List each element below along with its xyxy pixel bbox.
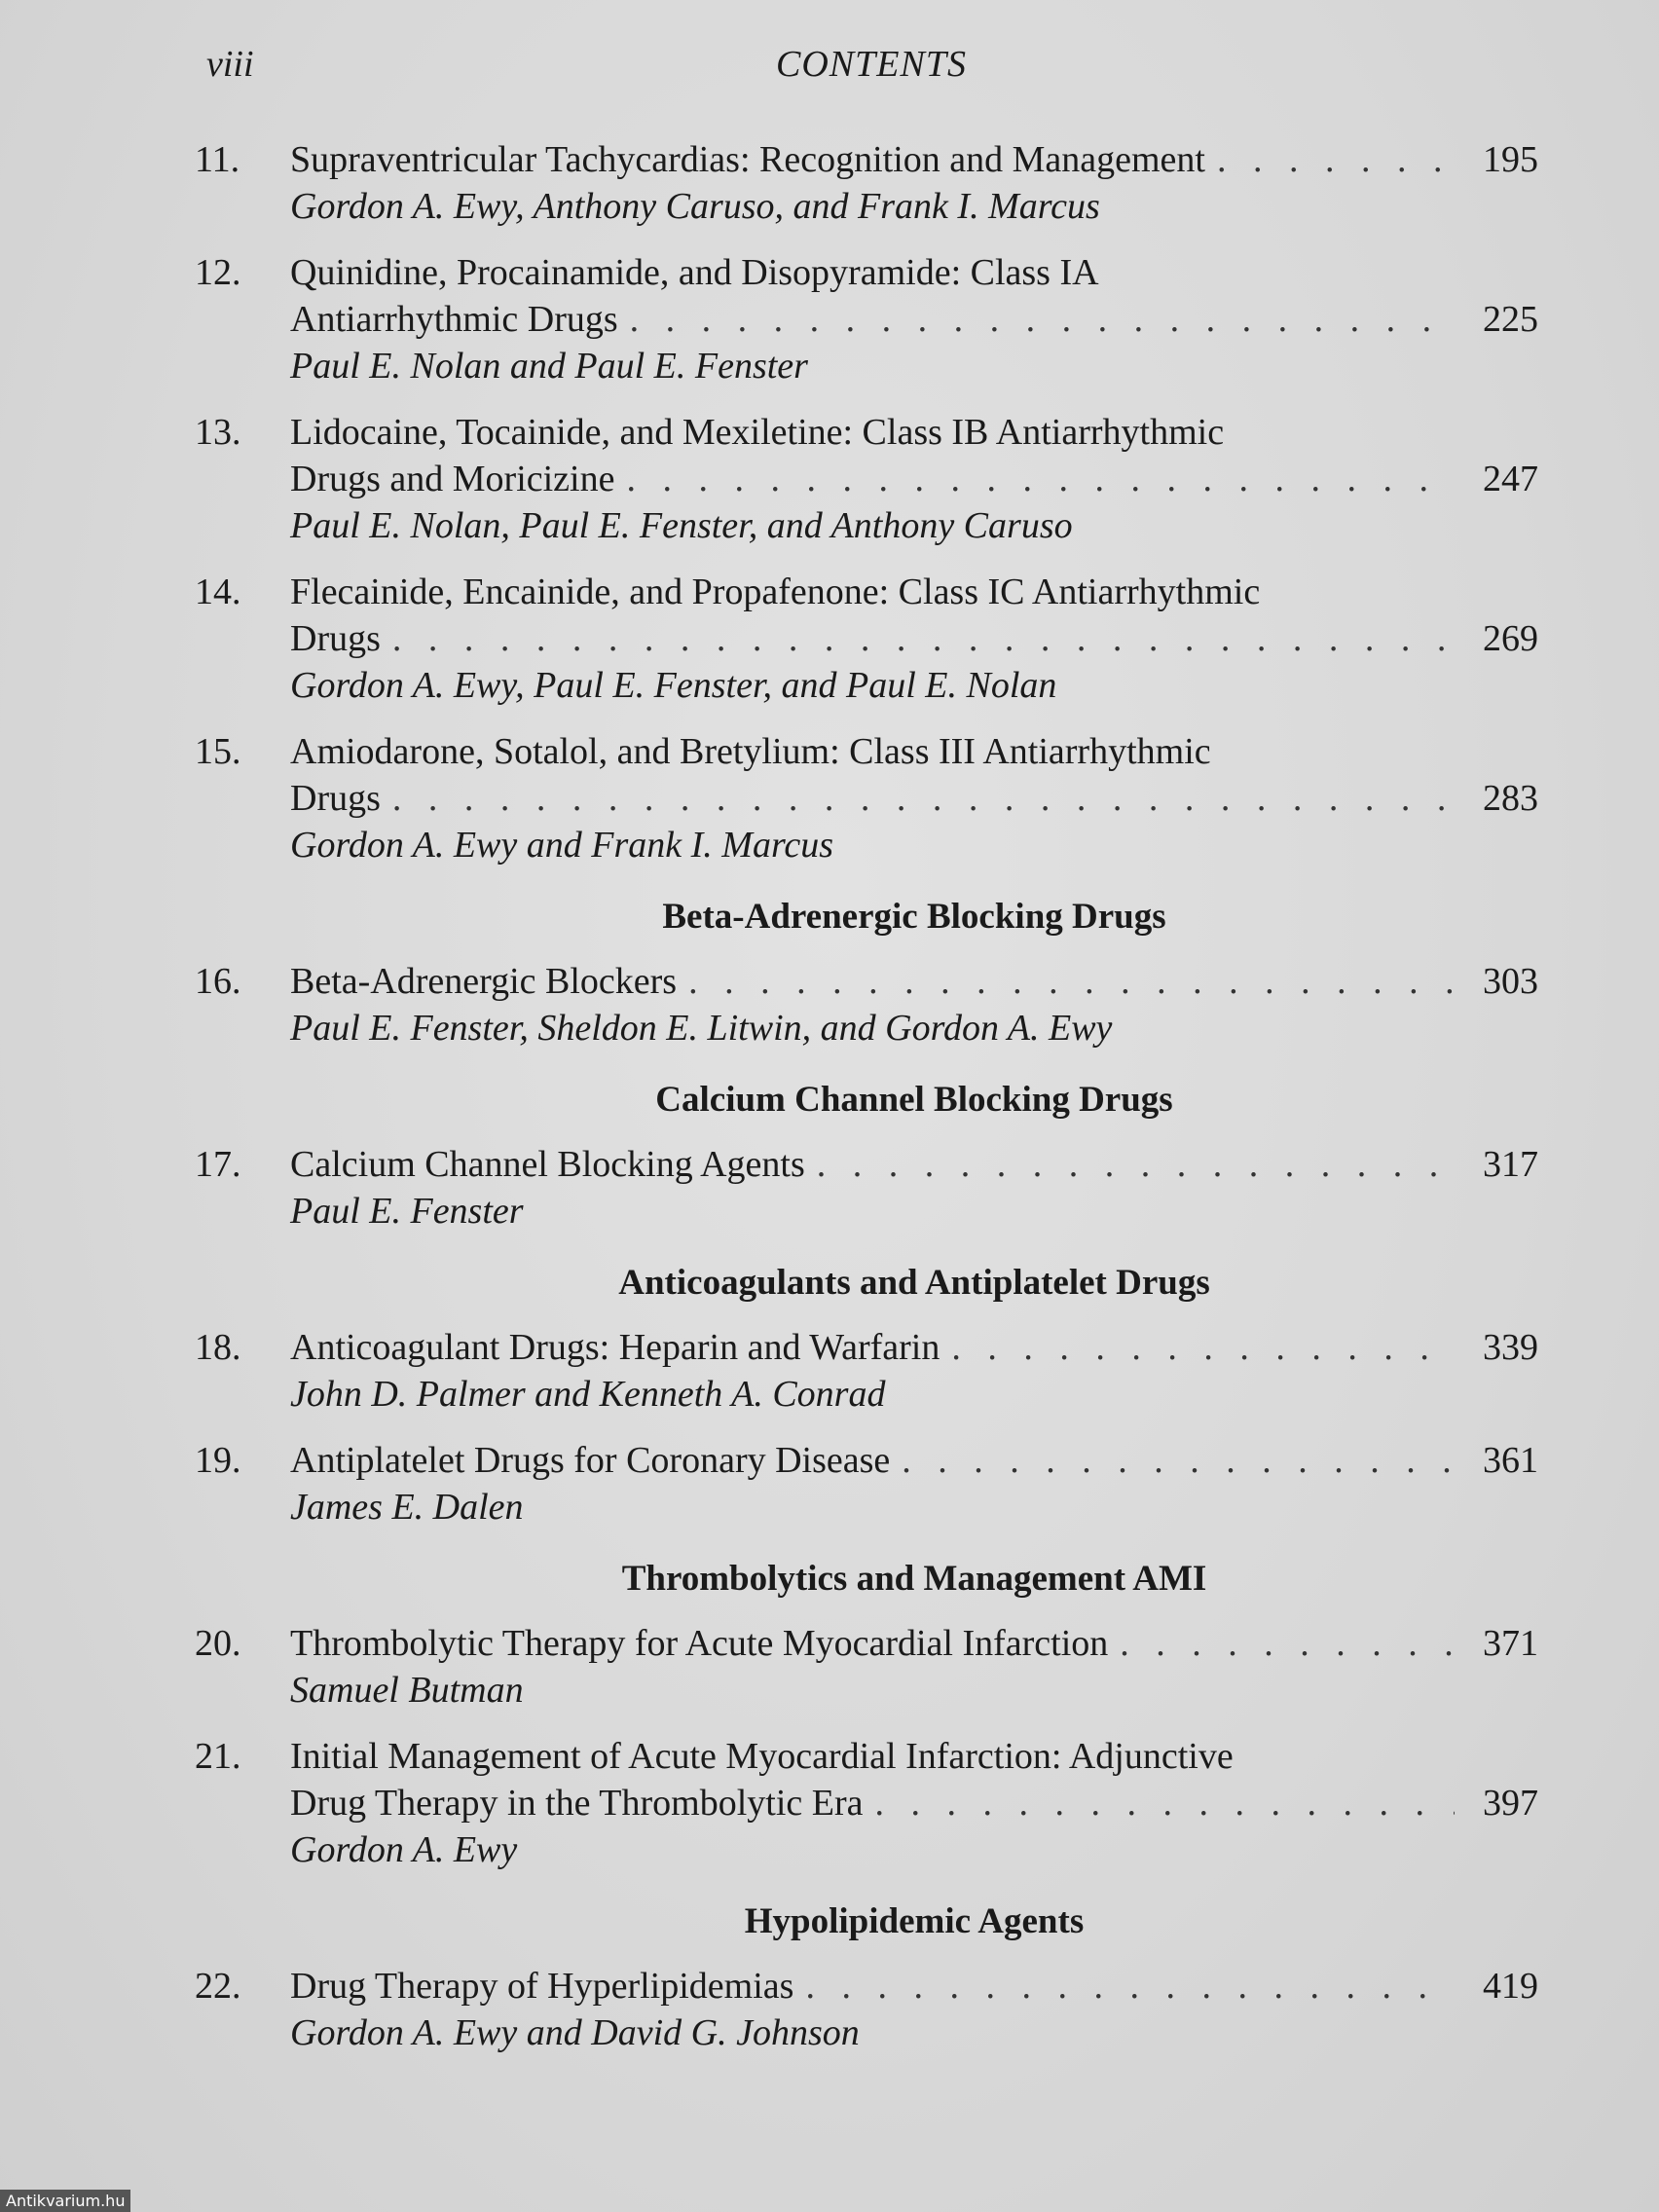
leader-dots [1217, 136, 1455, 183]
page-number: 269 [1483, 618, 1538, 659]
leader-dots [392, 615, 1455, 662]
chapter-title-text: Drugs [290, 618, 381, 659]
entry-body [290, 728, 1538, 868]
leader-dots [805, 1963, 1455, 2009]
page-number: 339 [1483, 1327, 1538, 1368]
toc-entry [195, 728, 1538, 868]
chapter-authors: Gordon A. Ewy, Paul E. Fenster, and Paul E. Nolan [290, 665, 1057, 706]
table-of-contents [195, 136, 1538, 2076]
leader-dots [951, 1324, 1455, 1371]
leader-dots [902, 1437, 1455, 1484]
chapter-authors: Samuel Butman [290, 1670, 524, 1711]
chapter-title-text: Antiplatelet Drugs for Coronary Disease [290, 1440, 891, 1481]
chapter-title-text: Quinidine, Procainamide, and Disopyramide: Class IA [290, 252, 1099, 293]
chapter-title-line [290, 958, 1538, 1005]
chapter-title-line [290, 1620, 1538, 1667]
chapter-title-line [290, 728, 1538, 775]
entry-body [290, 1324, 1538, 1418]
chapter-title-line [290, 775, 1538, 822]
toc-entry [195, 409, 1538, 549]
chapter-title-text: Lidocaine, Tocainide, and Mexiletine: Class IB Antiarrhythmic [290, 412, 1225, 453]
page-number: 419 [1483, 1966, 1538, 2007]
entry-body [290, 136, 1538, 230]
page-number: 317 [1483, 1144, 1538, 1185]
toc-entry [195, 958, 1538, 1051]
section-heading: Thrombolytics and Management AMI [621, 1559, 1207, 1599]
entry-body [290, 958, 1538, 1051]
chapter-number: 13. [195, 412, 241, 453]
page-number: 283 [1483, 778, 1538, 819]
chapter-authors: John D. Palmer and Kenneth A. Conrad [290, 1374, 886, 1415]
chapter-title-line [290, 1963, 1538, 2009]
leader-dots [817, 1141, 1455, 1188]
chapter-title-line [290, 249, 1538, 296]
chapter-title-line [290, 1733, 1538, 1780]
chapter-title-text: Drug Therapy in the Thrombolytic Era [290, 1783, 864, 1824]
entry-body [290, 409, 1538, 549]
page-number: 195 [1483, 139, 1538, 180]
leader-dots [626, 456, 1455, 502]
chapter-number: 11. [195, 139, 240, 180]
chapter-title-text: Antiarrhythmic Drugs [290, 299, 618, 340]
page-folio: viii [206, 44, 254, 85]
chapter-title-line [290, 456, 1538, 502]
entry-body [290, 249, 1538, 389]
entry-body [290, 1733, 1538, 1873]
toc-entry [195, 569, 1538, 709]
chapter-title-text: Beta-Adrenergic Blockers [290, 961, 678, 1002]
section-heading: Beta-Adrenergic Blocking Drugs [662, 897, 1166, 937]
page-number: 303 [1483, 961, 1538, 1002]
toc-entry [195, 1437, 1538, 1530]
chapter-authors: Paul E. Fenster, Sheldon E. Litwin, and Gordon A. Ewy [290, 1008, 1113, 1049]
toc-entry [195, 249, 1538, 389]
chapter-number: 17. [195, 1144, 241, 1185]
entry-body [290, 569, 1538, 709]
chapter-title-line [290, 1437, 1538, 1484]
section-heading: Calcium Channel Blocking Drugs [655, 1080, 1173, 1120]
chapter-title-line [290, 136, 1538, 183]
chapter-title-text: Supraventricular Tachycardias: Recognition and Management [290, 139, 1205, 180]
chapter-number: 22. [195, 1966, 241, 2007]
entry-body [290, 1963, 1538, 2056]
toc-entry [195, 1733, 1538, 1873]
page-number: 225 [1483, 299, 1538, 340]
chapter-title-text: Drugs and Moricizine [290, 459, 615, 499]
section-heading: Hypolipidemic Agents [744, 1901, 1085, 1941]
chapter-number: 14. [195, 571, 241, 612]
leader-dots [875, 1780, 1456, 1826]
toc-entry [195, 1324, 1538, 1418]
leader-dots [630, 296, 1455, 343]
chapter-title-text: Amiodarone, Sotalol, and Bretylium: Class III Antiarrhythmic [290, 731, 1211, 772]
chapter-authors: Gordon A. Ewy and Frank I. Marcus [290, 825, 833, 866]
chapter-title-text: Thrombolytic Therapy for Acute Myocardial Infarction [290, 1623, 1109, 1664]
chapter-title-line [290, 569, 1538, 615]
chapter-title-line [290, 409, 1538, 456]
chapter-title-text: Drug Therapy of Hyperlipidemias [290, 1966, 794, 2007]
chapter-title-line [290, 615, 1538, 662]
chapter-number: 20. [195, 1623, 241, 1664]
chapter-authors: James E. Dalen [290, 1487, 524, 1528]
chapter-authors: Paul E. Fenster [290, 1191, 524, 1232]
page-number: 371 [1483, 1623, 1538, 1664]
chapter-title-line [290, 1324, 1538, 1371]
page-number: 361 [1483, 1440, 1538, 1481]
watermark: Antikvarium.hu [0, 2190, 130, 2212]
chapter-number: 18. [195, 1327, 241, 1368]
chapter-number: 19. [195, 1440, 241, 1481]
page-number: 397 [1483, 1783, 1538, 1824]
chapter-title-text: Initial Management of Acute Myocardial Infarction: Adjunctive [290, 1736, 1234, 1777]
chapter-number: 16. [195, 961, 241, 1002]
toc-entry [195, 1620, 1538, 1714]
chapter-authors: Gordon A. Ewy [290, 1829, 518, 1870]
chapter-authors: Gordon A. Ewy, Anthony Caruso, and Frank I. Marcus [290, 186, 1100, 227]
entry-body [290, 1437, 1538, 1530]
chapter-number: 21. [195, 1736, 241, 1777]
chapter-authors: Paul E. Nolan, Paul E. Fenster, and Anthony Caruso [290, 505, 1073, 546]
entry-body [290, 1141, 1538, 1235]
chapter-title-text: Flecainide, Encainide, and Propafenone: Class IC Antiarrhythmic [290, 571, 1261, 612]
chapter-authors: Gordon A. Ewy and David G. Johnson [290, 2012, 860, 2053]
section-heading: Anticoagulants and Antiplatelet Drugs [618, 1263, 1210, 1303]
leader-dots [1120, 1620, 1455, 1667]
chapter-number: 15. [195, 731, 241, 772]
leader-dots [392, 775, 1455, 822]
leader-dots [688, 958, 1455, 1005]
page-number: 247 [1483, 459, 1538, 499]
toc-entry [195, 136, 1538, 230]
chapter-title-text: Anticoagulant Drugs: Heparin and Warfarin [290, 1327, 940, 1368]
toc-entry [195, 1963, 1538, 2056]
chapter-authors: Paul E. Nolan and Paul E. Fenster [290, 346, 808, 387]
running-head: CONTENTS [776, 44, 967, 85]
chapter-title-line [290, 1780, 1538, 1826]
chapter-number: 12. [195, 252, 241, 293]
chapter-title-text: Calcium Channel Blocking Agents [290, 1144, 805, 1185]
chapter-title-line [290, 1141, 1538, 1188]
entry-body [290, 1620, 1538, 1714]
toc-entry [195, 1141, 1538, 1235]
chapter-title-line [290, 296, 1538, 343]
chapter-title-text: Drugs [290, 778, 381, 819]
